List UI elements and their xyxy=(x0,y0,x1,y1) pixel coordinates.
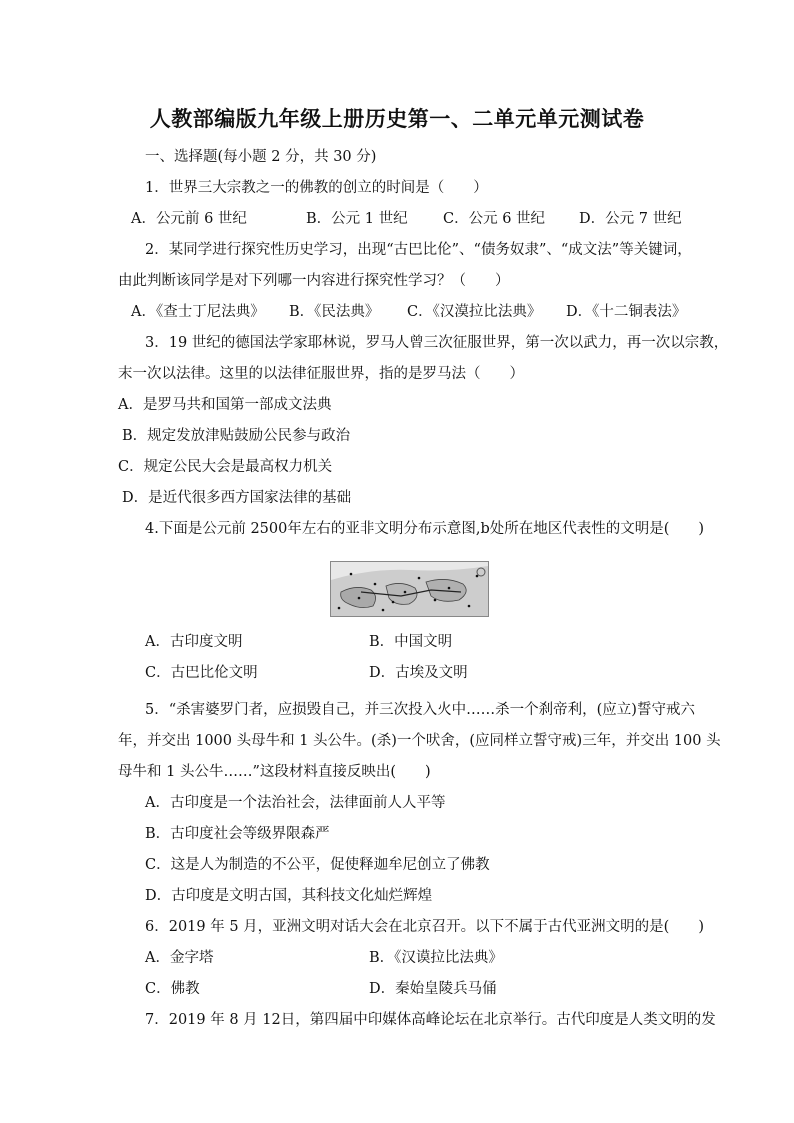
q3-stem-line2: 末一次以法律。这里的以法律征服世界，指的是罗马法（ ） xyxy=(118,366,524,382)
q5-option-a: A．古印度是一个法治社会，法律面前人人平等 xyxy=(145,795,446,811)
q5-option-b: B．古印度社会等级界限森严 xyxy=(145,826,330,842)
q1-option-b: B．公元 1 世纪 xyxy=(306,211,408,227)
q5-stem-line2: 年，并交出 1000 头母牛和 1 头公牛。(杀)一个吠舍，(应同样立誓守戒)三年，并交出 100 头 xyxy=(118,733,721,749)
q2-option-b: B．《民法典》 xyxy=(289,304,380,320)
civilization-map-image xyxy=(330,561,489,617)
section-heading: 一、选择题(每小题 2 分，共 30 分) xyxy=(145,149,377,165)
q6-option-d: D．秦始皇陵兵马俑 xyxy=(369,981,497,997)
q2-option-d: D．《十二铜表法》 xyxy=(566,304,687,320)
q1-stem: 1．世界三大宗教之一的佛教的创立的时间是（ ） xyxy=(145,180,488,196)
q3-option-d: D．是近代很多西方国家法律的基础 xyxy=(122,490,352,506)
q6-option-b: B．《汉谟拉比法典》 xyxy=(369,950,503,966)
q6-option-c: C．佛教 xyxy=(145,981,200,997)
q6-option-a: A．金字塔 xyxy=(145,950,214,966)
page-title: 人教部编版九年级上册历史第一、二单元单元测试卷 xyxy=(149,107,645,131)
map-illustration xyxy=(331,562,488,616)
q1-option-c: C．公元 6 世纪 xyxy=(443,211,546,227)
q3-option-a: A．是罗马共和国第一部成文法典 xyxy=(118,397,332,413)
q2-option-c: C．《汉漠拉比法典》 xyxy=(407,304,542,320)
q4-option-b: B．中国文明 xyxy=(369,634,453,650)
q4-option-c: C．古巴比伦文明 xyxy=(145,665,258,681)
q5-stem-line3: 母牛和 1 头公牛……”这段材料直接反映出( ) xyxy=(118,764,431,780)
q2-stem-line2: 由此判断该同学是对下列哪一内容进行探究性学习？（ ） xyxy=(118,273,510,289)
q4-stem: 4.下面是公元前 2500年左右的亚非文明分布示意图,b处所在地区代表性的文明是( ) xyxy=(145,521,705,537)
q2-option-a: A．《查士丁尼法典》 xyxy=(131,304,265,320)
q5-stem-line1: 5．“杀害婆罗门者，应损毁自己，并三次投入火中……杀一个刹帝利，(应立)誓守戒六 xyxy=(145,702,695,718)
q3-option-b: B．规定发放津贴鼓励公民参与政治 xyxy=(122,428,351,444)
q4-option-d: D．古埃及文明 xyxy=(369,665,468,681)
q7-stem: 7．2019 年 8 月 12日，第四届中印媒体高峰论坛在北京举行。古代印度是人类文明的发 xyxy=(145,1012,716,1028)
q3-option-c: C．规定公民大会是最高权力机关 xyxy=(118,459,333,475)
q5-option-d: D．古印度是文明古国，其科技文化灿烂辉煌 xyxy=(145,888,433,904)
q4-option-a: A．古印度文明 xyxy=(145,634,243,650)
q1-option-a: A．公元前 6 世纪 xyxy=(131,211,247,227)
q6-stem: 6．2019 年 5 月，亚洲文明对话大会在北京召开。以下不属于古代亚洲文明的是( ) xyxy=(145,919,704,935)
q5-option-c: C．这是人为制造的不公平，促使释迦牟尼创立了佛教 xyxy=(145,857,490,873)
q1-option-d: D．公元 7 世纪 xyxy=(579,211,682,227)
q3-stem-line1: 3．19 世纪的德国法学家耶林说，罗马人曾三次征服世界，第一次以武力，再一次以宗教， xyxy=(145,335,729,351)
q2-stem-line1: 2．某同学进行探究性历史学习，出现“古巴比伦”、“债务奴隶”、“成文法”等关键词， xyxy=(145,242,692,258)
